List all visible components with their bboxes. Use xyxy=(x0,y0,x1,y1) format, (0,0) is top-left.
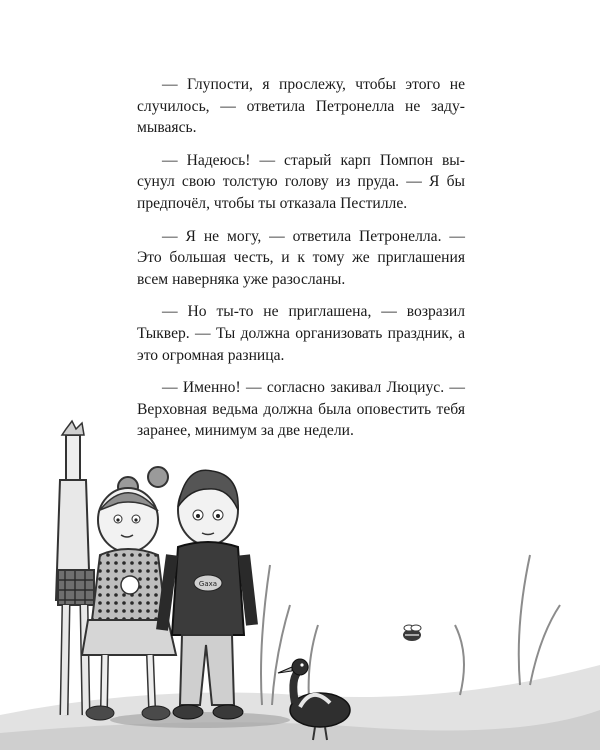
paragraph-3: — Я не могу, — ответила Петронелла. — Это большая честь, и к тому же приглашения всем наверняка уже разосланы. xyxy=(137,227,465,288)
shirt-logo: Gaxa xyxy=(198,580,218,588)
paragraph-5: — Именно! — согласно закивал Люциус. — Верховная ведьма должна была оповестить тебя заранее, минимум за две недели. xyxy=(137,379,465,440)
boy-character xyxy=(162,470,252,719)
body-text xyxy=(137,74,465,453)
paragraph-4: — Но ты-то не приглашена, — возразил Тыквер. — Ты должна организовать праздник, а это огромная разница. xyxy=(137,303,465,364)
paragraph-1: — Глупости, я прослежу, чтобы этого не случилось, — ответила Петронелла не задумываясь. xyxy=(137,76,465,137)
children-illustration xyxy=(0,415,600,750)
paragraph-2: — Надеюсь! — старый карп Помпон высунул свою толстую голову из пруда. — Я бы предпочёл, чтобы ты отказала Пестилле. xyxy=(137,151,465,212)
bee xyxy=(403,625,421,641)
tall-figure xyxy=(56,421,94,715)
